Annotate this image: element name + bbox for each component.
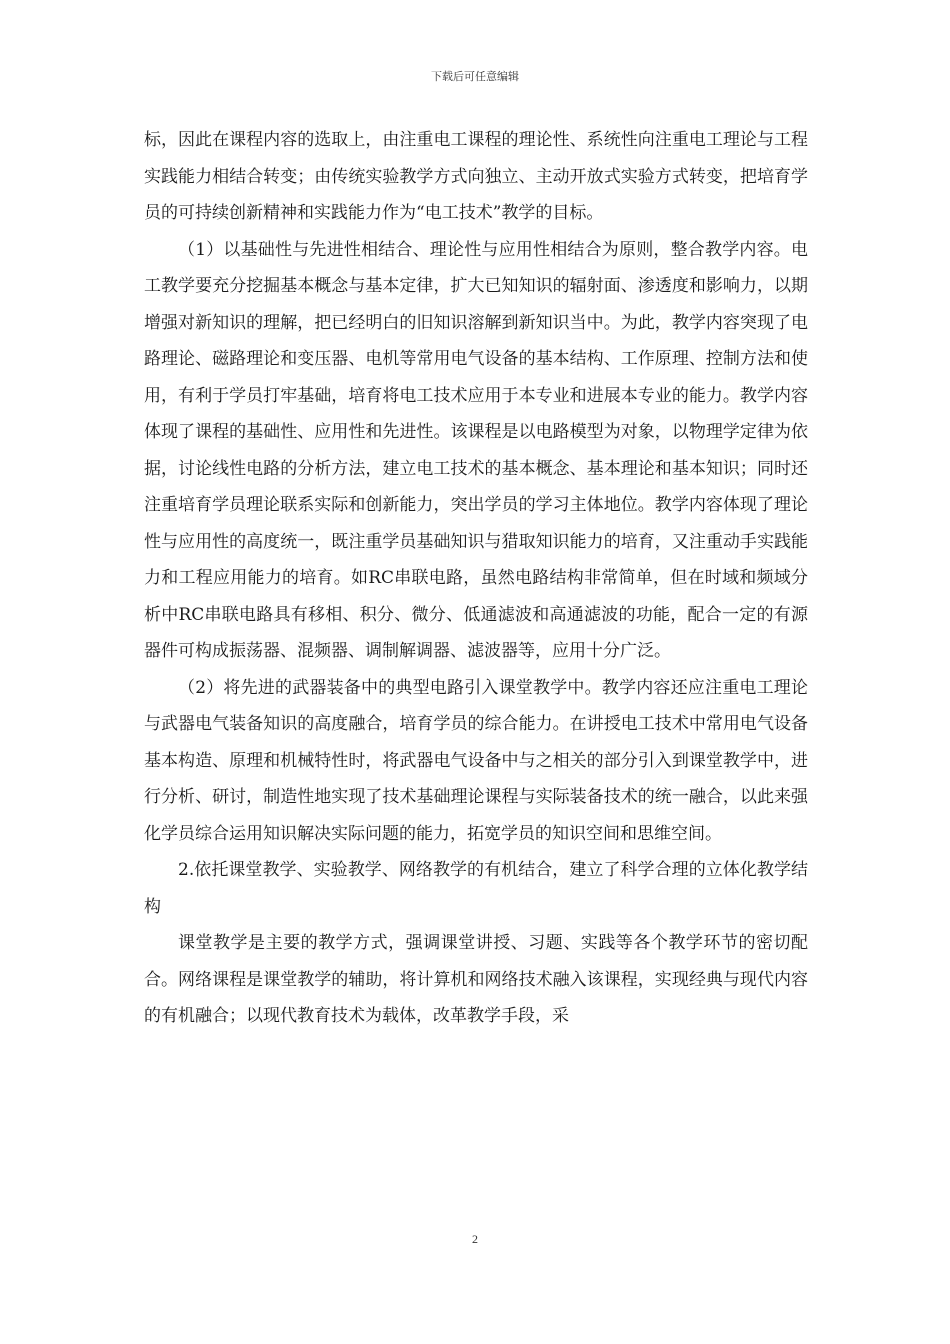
page-number: 2 [472,1232,478,1246]
paragraph-classroom-teaching: 课堂教学是主要的教学方式，强调课堂讲授、习题、实践等各个教学环节的密切配合。网络课程是课堂教学的辅助，将计算机和网络技术融入该课程，实现经典与现代内容的有机融合；以现代教育技术为载体，改革教学手段，采 [144,933,808,1026]
document-body [144,122,808,1035]
page-header: 下载后可任意编辑 [431,70,519,83]
paragraph-item-2: （2）将先进的武器装备中的典型电路引入课堂教学中。教学内容还应注重电工理论与武器电气装备知识的高度融合，培育学员的综合能力。在讲授电工技术中常用电气设备基本构造、原理和机械特性时，将武器电气设备中与之相关的部分引入到课堂教学中，进行分析、研讨，制造性地实现了技术基础理论课程与实际装备技术的统一融合，以此来强化学员综合运用知识解决实际问题的能力，拓宽学员的知识空间和思维空间。 [144,677,808,844]
paragraph-item-1: （1）以基础性与先进性相结合、理论性与应用性相结合为原则，整合教学内容。电工教学要充分挖掘基本概念与基本定律，扩大已知知识的辐射面、渗透度和影响力，以期增强对新知识的理解，把已经明白的旧知识溶解到新知识当中。为此，教学内容突现了电路理论、磁路理论和变压器、电机等常用电气设备的基本结构、工作原理、控制方法和使用，有利于学员打牢基础，培育将电工技术应用于本专业和进展本专业的能力。教学内容体现了课程的基础性、应用性和先进性。该课程是以电路模型为对象，以物理学定律为依据，讨论线性电路的分析方法，建立电工技术的基本概念、基本理论和基本知识；同时还注重培育学员理论联系实际和创新能力，突出学员的学习主体地位。教学内容体现了理论性与应用性的高度统一，既注重学员基础知识与猎取知识能力的培育，又注重动手实践能力和工程应用能力的培育。如RC串联电路，虽然电路结构非常简单，但在时域和频域分析中RC串联电路具有移相、积分、微分、低通滤波和高通滤波的功能，配合一定的有源器件可构成振荡器、混频器、调制解调器、滤波器等，应用十分广泛。 [144,239,808,661]
paragraph-continuation: 标，因此在课程内容的选取上，由注重电工课程的理论性、系统性向注重电工理论与工程实践能力相结合转变；由传统实验教学方式向独立、主动开放式实验方式转变，把培育学员的可持续创新精神和实践能力作为“电工技术”教学的目标。 [144,130,808,223]
section-heading-2: 2.依托课堂教学、实验教学、网络教学的有机结合，建立了科学合理的立体化教学结构 [144,860,808,917]
